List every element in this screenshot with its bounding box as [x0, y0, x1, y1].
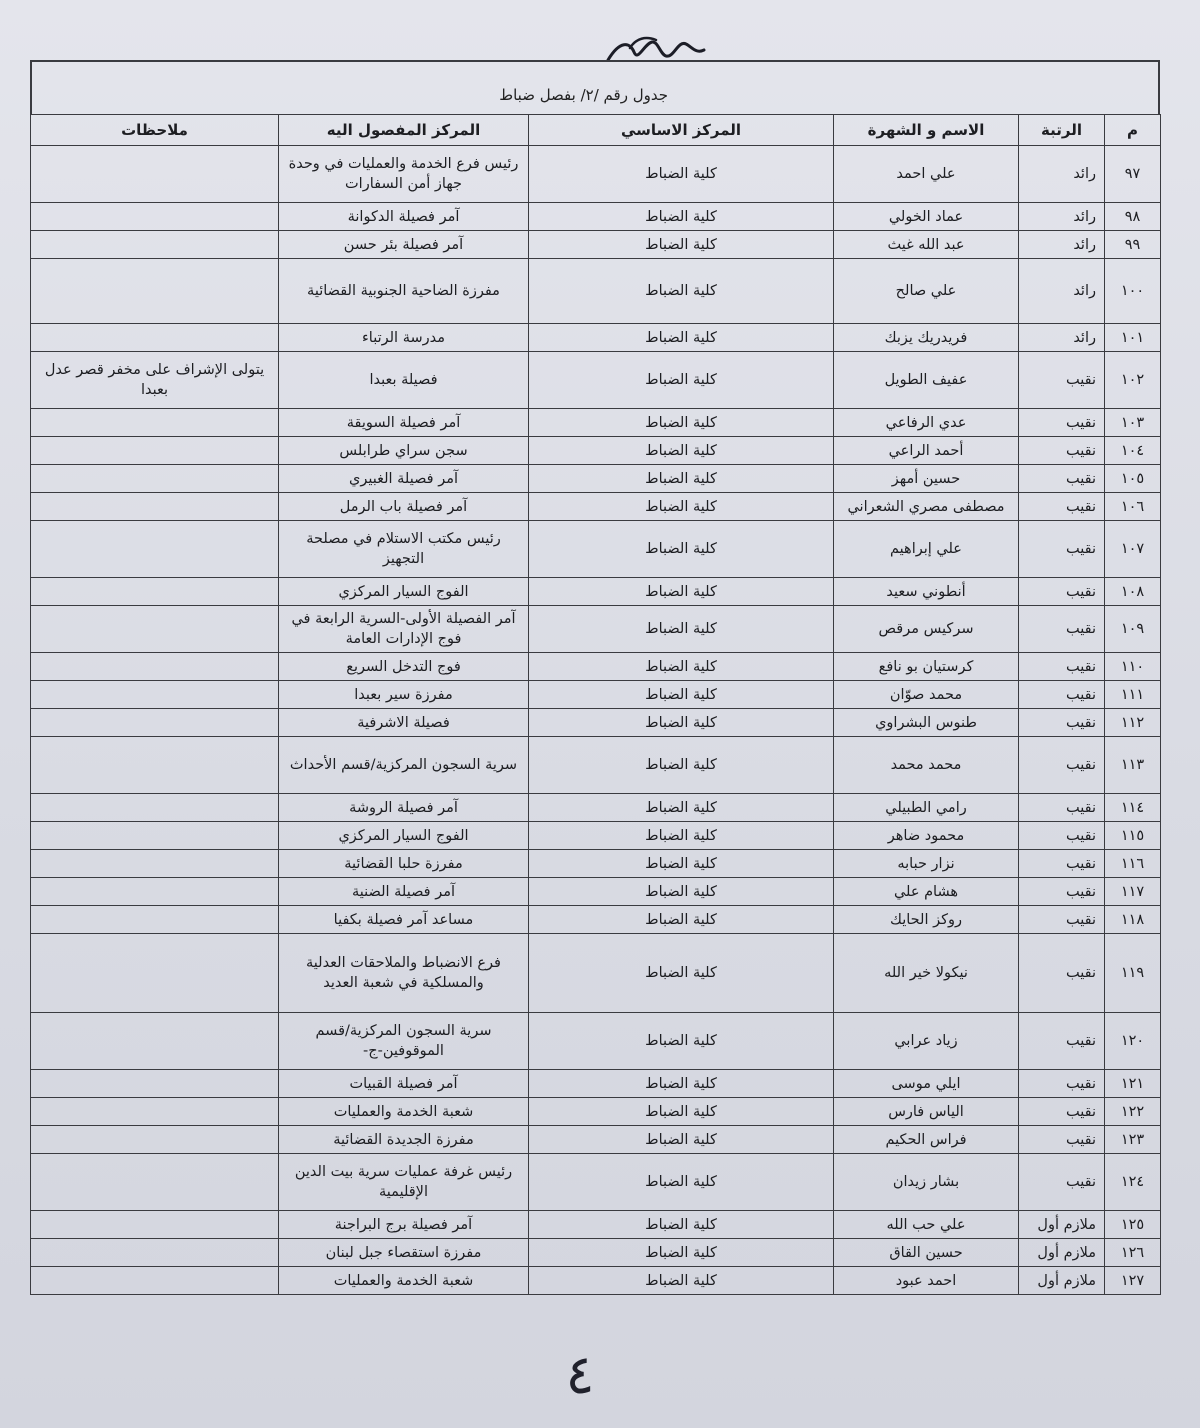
row-rank: رائد [1019, 203, 1105, 231]
table-title-box [30, 60, 1160, 114]
table-row [31, 737, 1161, 794]
row-number: ١٠٥ [1105, 465, 1161, 493]
row-name: أنطوني سعيد [834, 578, 1019, 606]
table-row [31, 681, 1161, 709]
row-notes [31, 1098, 279, 1126]
row-name: حسين أمهز [834, 465, 1019, 493]
row-number: ١١٤ [1105, 794, 1161, 822]
row-number: ١٠٣ [1105, 409, 1161, 437]
row-notes [31, 934, 279, 1013]
row-name: زياد عرابي [834, 1013, 1019, 1070]
row-number: ١٢٢ [1105, 1098, 1161, 1126]
row-name: علي حب الله [834, 1211, 1019, 1239]
row-name: علي احمد [834, 146, 1019, 203]
row-rank: نقيب [1019, 578, 1105, 606]
row-rank: نقيب [1019, 1098, 1105, 1126]
row-number: ١٢٣ [1105, 1126, 1161, 1154]
table-row [31, 1013, 1161, 1070]
row-assignment: شعبة الخدمة والعمليات [279, 1267, 529, 1295]
row-assignment: آمر الفصيلة الأولى-السرية الرابعة في فوج الإدارات العامة [279, 606, 529, 653]
row-notes [31, 493, 279, 521]
row-base-center: كلية الضباط [529, 521, 834, 578]
row-assignment: آمر فصيلة الغبيري [279, 465, 529, 493]
row-name: مصطفى مصري الشعراني [834, 493, 1019, 521]
row-base-center: كلية الضباط [529, 653, 834, 681]
row-rank: نقيب [1019, 352, 1105, 409]
row-rank: ملازم أول [1019, 1211, 1105, 1239]
row-number: ١٠٨ [1105, 578, 1161, 606]
row-base-center: كلية الضباط [529, 465, 834, 493]
row-notes [31, 737, 279, 794]
row-number: ١١٢ [1105, 709, 1161, 737]
row-name: روكز الحايك [834, 906, 1019, 934]
table-row [31, 1070, 1161, 1098]
row-notes [31, 653, 279, 681]
table-row [31, 606, 1161, 653]
row-name: عبد الله غيث [834, 231, 1019, 259]
table-row [31, 794, 1161, 822]
row-assignment: شعبة الخدمة والعمليات [279, 1098, 529, 1126]
row-base-center: كلية الضباط [529, 578, 834, 606]
table-row [31, 1098, 1161, 1126]
row-assignment: فصيلة الاشرفية [279, 709, 529, 737]
row-notes [31, 906, 279, 934]
row-rank: ملازم أول [1019, 1267, 1105, 1295]
row-assignment: فوج التدخل السريع [279, 653, 529, 681]
row-name: سركيس مرقص [834, 606, 1019, 653]
row-base-center: كلية الضباط [529, 259, 834, 324]
row-number: ١١٣ [1105, 737, 1161, 794]
table-row [31, 493, 1161, 521]
row-base-center: كلية الضباط [529, 681, 834, 709]
row-notes [31, 203, 279, 231]
row-notes [31, 1070, 279, 1098]
row-assignment: الفوج السيار المركزي [279, 578, 529, 606]
row-base-center: كلية الضباط [529, 878, 834, 906]
row-name: عدي الرفاعي [834, 409, 1019, 437]
row-name: بشار زيدان [834, 1154, 1019, 1211]
header-rank: الرتبة [1019, 115, 1105, 146]
header-num: م [1105, 115, 1161, 146]
table-row [31, 203, 1161, 231]
row-assignment: رئيس غرفة عمليات سرية بيت الدين الإقليمية [279, 1154, 529, 1211]
row-rank: ملازم أول [1019, 1239, 1105, 1267]
row-base-center: كلية الضباط [529, 906, 834, 934]
row-assignment: مفرزة حلبا القضائية [279, 850, 529, 878]
row-assignment: سرية السجون المركزية/قسم الأحداث [279, 737, 529, 794]
row-name: نيكولا خير الله [834, 934, 1019, 1013]
row-base-center: كلية الضباط [529, 1239, 834, 1267]
row-number: ١٠٢ [1105, 352, 1161, 409]
row-base-center: كلية الضباط [529, 794, 834, 822]
row-base-center: كلية الضباط [529, 850, 834, 878]
table-row [31, 934, 1161, 1013]
table-row [31, 578, 1161, 606]
table-row [31, 1126, 1161, 1154]
header-name: الاسم و الشهرة [834, 115, 1019, 146]
row-assignment: مساعد آمر فصيلة بكفيا [279, 906, 529, 934]
row-notes: يتولى الإشراف على مخفر قصر عدل بعبدا [31, 352, 279, 409]
row-base-center: كلية الضباط [529, 352, 834, 409]
row-assignment: آمر فصيلة باب الرمل [279, 493, 529, 521]
row-assignment: فصيلة بعبدا [279, 352, 529, 409]
row-notes [31, 1267, 279, 1295]
row-number: ١٠٩ [1105, 606, 1161, 653]
row-notes [31, 521, 279, 578]
row-name: كرستيان بو نافع [834, 653, 1019, 681]
row-number: ١٠١ [1105, 324, 1161, 352]
row-assignment: مفرزة سير بعبدا [279, 681, 529, 709]
row-rank: نقيب [1019, 437, 1105, 465]
row-base-center: كلية الضباط [529, 1098, 834, 1126]
row-rank: نقيب [1019, 878, 1105, 906]
row-base-center: كلية الضباط [529, 1070, 834, 1098]
row-name: الياس فارس [834, 1098, 1019, 1126]
row-number: ١٢٠ [1105, 1013, 1161, 1070]
row-rank: نقيب [1019, 1154, 1105, 1211]
table-row [31, 324, 1161, 352]
row-assignment: مفرزة الجديدة القضائية [279, 1126, 529, 1154]
row-rank: نقيب [1019, 822, 1105, 850]
table-row [31, 1239, 1161, 1267]
row-number: ١١٠ [1105, 653, 1161, 681]
row-number: ١٢٧ [1105, 1267, 1161, 1295]
table-row [31, 906, 1161, 934]
row-assignment: سرية السجون المركزية/قسم الموقوفين-ج- [279, 1013, 529, 1070]
row-rank: نقيب [1019, 493, 1105, 521]
row-notes [31, 465, 279, 493]
row-rank: نقيب [1019, 794, 1105, 822]
row-rank: نقيب [1019, 681, 1105, 709]
row-base-center: كلية الضباط [529, 324, 834, 352]
row-number: ١١٥ [1105, 822, 1161, 850]
row-name: عفيف الطويل [834, 352, 1019, 409]
row-assignment: آمر فصيلة القبيات [279, 1070, 529, 1098]
table-row [31, 653, 1161, 681]
row-base-center: كلية الضباط [529, 203, 834, 231]
row-name: هشام علي [834, 878, 1019, 906]
row-base-center: كلية الضباط [529, 1267, 834, 1295]
row-number: ١٢٦ [1105, 1239, 1161, 1267]
row-notes [31, 146, 279, 203]
table-row [31, 146, 1161, 203]
row-rank: نقيب [1019, 934, 1105, 1013]
row-assignment: آمر فصيلة الدكوانة [279, 203, 529, 231]
row-notes [31, 709, 279, 737]
row-base-center: كلية الضباط [529, 409, 834, 437]
row-number: ١١٦ [1105, 850, 1161, 878]
row-number: ٩٩ [1105, 231, 1161, 259]
row-name: طنوس البشراوي [834, 709, 1019, 737]
row-base-center: كلية الضباط [529, 709, 834, 737]
row-rank: نقيب [1019, 409, 1105, 437]
row-assignment: مفرزة الضاحية الجنوبية القضائية [279, 259, 529, 324]
row-base-center: كلية الضباط [529, 146, 834, 203]
row-base-center: كلية الضباط [529, 822, 834, 850]
row-notes [31, 231, 279, 259]
row-notes [31, 794, 279, 822]
row-number: ٩٨ [1105, 203, 1161, 231]
row-rank: نقيب [1019, 521, 1105, 578]
row-assignment: آمر فصيلة الروشة [279, 794, 529, 822]
table-row [31, 822, 1161, 850]
table-title: جدول رقم /٢/ بفصل ضباط [499, 86, 668, 104]
row-assignment: آمر فصيلة بئر حسن [279, 231, 529, 259]
row-notes [31, 850, 279, 878]
row-rank: نقيب [1019, 1070, 1105, 1098]
row-notes [31, 1211, 279, 1239]
row-notes [31, 1239, 279, 1267]
table-row [31, 709, 1161, 737]
row-rank: رائد [1019, 324, 1105, 352]
row-base-center: كلية الضباط [529, 737, 834, 794]
row-base-center: كلية الضباط [529, 1126, 834, 1154]
row-base-center: كلية الضباط [529, 606, 834, 653]
table-row [31, 352, 1161, 409]
row-rank: نقيب [1019, 737, 1105, 794]
row-name: نزار حبابه [834, 850, 1019, 878]
row-assignment: رئيس مكتب الاستلام في مصلحة التجهيز [279, 521, 529, 578]
row-name: محمد محمد [834, 737, 1019, 794]
table-row [31, 259, 1161, 324]
row-base-center: كلية الضباط [529, 1211, 834, 1239]
row-base-center: كلية الضباط [529, 231, 834, 259]
row-number: ١٢٤ [1105, 1154, 1161, 1211]
row-notes [31, 878, 279, 906]
table-row [31, 850, 1161, 878]
row-rank: رائد [1019, 231, 1105, 259]
table-row [31, 1267, 1161, 1295]
row-number: ١٠٦ [1105, 493, 1161, 521]
row-number: ١١١ [1105, 681, 1161, 709]
row-rank: نقيب [1019, 465, 1105, 493]
row-number: ١٠٠ [1105, 259, 1161, 324]
table-row [31, 1211, 1161, 1239]
row-assignment: آمر فصيلة برج البراجنة [279, 1211, 529, 1239]
row-name: فراس الحكيم [834, 1126, 1019, 1154]
table-header-row [31, 115, 1161, 146]
row-name: احمد عبود [834, 1267, 1019, 1295]
row-notes [31, 409, 279, 437]
row-number: ١٢١ [1105, 1070, 1161, 1098]
row-name: محمد صوّان [834, 681, 1019, 709]
row-base-center: كلية الضباط [529, 934, 834, 1013]
row-rank: نقيب [1019, 709, 1105, 737]
row-name: محمود ضاهر [834, 822, 1019, 850]
row-notes [31, 606, 279, 653]
row-rank: رائد [1019, 259, 1105, 324]
row-notes [31, 822, 279, 850]
row-notes [31, 1126, 279, 1154]
row-notes [31, 324, 279, 352]
row-number: ١٠٤ [1105, 437, 1161, 465]
row-assignment: فرع الانضباط والملاحقات العدلية والمسلكية في شعبة العديد [279, 934, 529, 1013]
row-name: رامي الطبيلي [834, 794, 1019, 822]
row-name: فريدريك يزبك [834, 324, 1019, 352]
row-name: حسين القاق [834, 1239, 1019, 1267]
row-assignment: الفوج السيار المركزي [279, 822, 529, 850]
row-base-center: كلية الضباط [529, 1013, 834, 1070]
row-number: ١٢٥ [1105, 1211, 1161, 1239]
row-assignment: رئيس فرع الخدمة والعمليات في وحدة جهاز أمن السفارات [279, 146, 529, 203]
row-notes [31, 437, 279, 465]
handwritten-page-number [540, 1345, 620, 1405]
row-assignment: سجن سراي طرابلس [279, 437, 529, 465]
table-row [31, 231, 1161, 259]
row-notes [31, 681, 279, 709]
table-row [31, 878, 1161, 906]
table-row [31, 409, 1161, 437]
row-rank: نقيب [1019, 1013, 1105, 1070]
row-assignment: مفرزة استقصاء جبل لبنان [279, 1239, 529, 1267]
row-rank: نقيب [1019, 1126, 1105, 1154]
row-base-center: كلية الضباط [529, 1154, 834, 1211]
officers-transfer-table [30, 114, 1161, 1295]
row-name: علي صالح [834, 259, 1019, 324]
row-rank: نقيب [1019, 606, 1105, 653]
row-name: أحمد الراعي [834, 437, 1019, 465]
row-number: ١٠٧ [1105, 521, 1161, 578]
row-number: ١١٩ [1105, 934, 1161, 1013]
header-assignment: المركز المفصول اليه [279, 115, 529, 146]
row-assignment: مدرسة الرتباء [279, 324, 529, 352]
row-base-center: كلية الضباط [529, 437, 834, 465]
row-rank: نقيب [1019, 906, 1105, 934]
table-row [31, 465, 1161, 493]
row-notes [31, 1154, 279, 1211]
row-rank: نقيب [1019, 653, 1105, 681]
row-rank: نقيب [1019, 850, 1105, 878]
row-name: علي إبراهيم [834, 521, 1019, 578]
row-number: ٩٧ [1105, 146, 1161, 203]
row-notes [31, 578, 279, 606]
row-name: ايلي موسى [834, 1070, 1019, 1098]
header-base: المركز الاساسي [529, 115, 834, 146]
row-assignment: آمر فصيلة السويقة [279, 409, 529, 437]
row-base-center: كلية الضباط [529, 493, 834, 521]
table-row [31, 1154, 1161, 1211]
row-rank: رائد [1019, 146, 1105, 203]
row-notes [31, 1013, 279, 1070]
row-assignment: آمر فصيلة الضنية [279, 878, 529, 906]
page-number-glyph: ٤ [565, 1345, 595, 1405]
row-name: عماد الخولي [834, 203, 1019, 231]
row-number: ١١٨ [1105, 906, 1161, 934]
row-notes [31, 259, 279, 324]
table-row [31, 521, 1161, 578]
row-number: ١١٧ [1105, 878, 1161, 906]
table-row [31, 437, 1161, 465]
header-notes: ملاحظات [31, 115, 279, 146]
